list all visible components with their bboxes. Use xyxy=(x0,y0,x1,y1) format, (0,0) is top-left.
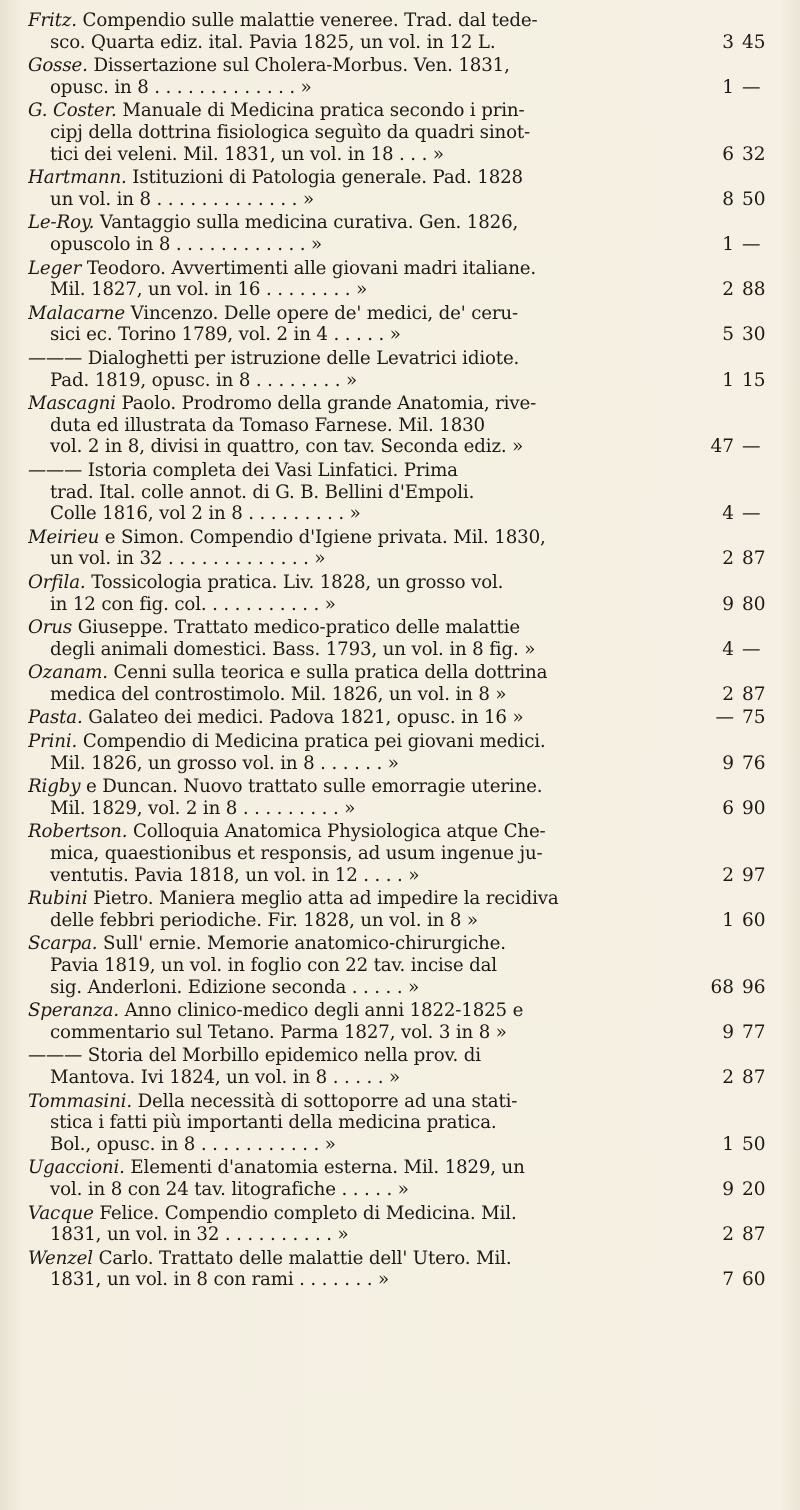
price-lire: 9 xyxy=(722,1179,734,1201)
entry-price xyxy=(688,548,798,570)
entry-text: 1831, un vol. in 8 con rami . . . . . . . » xyxy=(50,1269,389,1291)
price-centesimi: 60 xyxy=(742,909,766,931)
entry-text: Anno clinico-medico degli anni 1822-1825 e xyxy=(124,1000,524,1022)
price-lire: 2 xyxy=(722,864,734,886)
entry-text: Vantaggio sulla medicina curativa. Gen. 1826, xyxy=(99,212,519,234)
catalogue-entry xyxy=(28,707,798,729)
catalogue-entry xyxy=(28,1203,798,1246)
entry-first-line xyxy=(28,167,663,189)
entry-text: Colloquia Anatomica Physiologica atque Che- xyxy=(132,821,546,843)
entry-continuation-line xyxy=(28,955,663,977)
entry-first-line xyxy=(28,1157,663,1179)
entry-continuation-line xyxy=(28,77,663,99)
entry-continuation-line xyxy=(28,144,663,166)
entry-text: Compendio di Medicina pratica pei giovani medici. xyxy=(82,730,546,752)
entry-price xyxy=(688,910,798,932)
entry-first-line xyxy=(28,55,663,77)
price-centesimi: 90 xyxy=(742,797,766,819)
entry-author: Pasta. xyxy=(28,707,83,729)
entry-continuation-line xyxy=(28,279,663,301)
entry-text: stica i fatti più importanti della medicina pratica. xyxy=(50,1112,497,1134)
entry-text: Tossicologia pratica. Liv. 1828, un grosso vol. xyxy=(91,571,504,593)
entry-price xyxy=(688,1134,798,1156)
price-centesimi: 60 xyxy=(742,1269,766,1291)
entry-author: Le-Roy. xyxy=(28,212,95,234)
entry-author: Orus xyxy=(28,617,73,639)
catalogue-entry xyxy=(28,933,798,998)
entry-price xyxy=(688,639,798,661)
entry-continuation-line xyxy=(28,482,663,504)
entry-first-line xyxy=(28,888,663,910)
entry-author: Rigby xyxy=(28,776,81,798)
entry-text: Bol., opusc. in 8 . . . . . . . . . . . » xyxy=(50,1133,336,1155)
entry-author: ——— xyxy=(28,347,83,369)
entry-text: sco. Quarta ediz. ital. Pavia 1825, un vol. in 12 L. xyxy=(50,31,496,53)
catalogue-entry xyxy=(28,460,798,525)
entry-text: 1831, un vol. in 32 . . . . . . . . . . » xyxy=(50,1224,349,1246)
entry-author: Ugaccioni. xyxy=(28,1157,125,1179)
entry-author: Robertson. xyxy=(28,821,128,843)
entry-text: commentario sul Tetano. Parma 1827, vol. 3 in 8 » xyxy=(50,1021,507,1043)
entry-text: Vincenzo. Delle opere de' medici, de' ceru- xyxy=(130,302,518,324)
entry-author: Rubini xyxy=(28,888,88,910)
catalogue-entry xyxy=(28,821,798,886)
price-lire: 2 xyxy=(722,683,734,705)
entry-text: Elementi d'anatomia esterna. Mil. 1829, un xyxy=(130,1157,525,1179)
price-centesimi: 75 xyxy=(742,707,766,729)
entry-first-line xyxy=(28,821,663,843)
catalogue-entry xyxy=(28,731,798,774)
entry-text: e Simon. Compendio d'Igiene privata. Mil. 1830, xyxy=(104,526,546,548)
entry-continuation-line xyxy=(28,1067,663,1089)
entry-text: Dialoghetti per istruzione delle Levatrici idiote. xyxy=(87,347,520,369)
entry-continuation-line xyxy=(28,415,663,437)
entry-continuation-line xyxy=(28,1134,663,1156)
entry-first-line xyxy=(28,1248,663,1270)
entry-text: Cenni sulla teorica e sulla pratica della dottrina xyxy=(113,662,548,684)
entry-continuation-line xyxy=(28,1112,663,1134)
price-centesimi: — xyxy=(742,234,761,256)
entry-first-line xyxy=(28,572,663,594)
entry-text: Galateo dei medici. Padova 1821, opusc. in 16 » xyxy=(88,707,524,729)
entry-price xyxy=(688,144,798,166)
price-lire: 1 xyxy=(722,234,734,256)
price-lire: 1 xyxy=(722,909,734,931)
entry-text: tici dei veleni. Mil. 1831, un vol. in 18 . . . » xyxy=(50,143,444,165)
entry-continuation-line xyxy=(28,189,663,211)
catalogue-entry xyxy=(28,212,798,255)
entry-first-line xyxy=(28,303,663,325)
entry-text: Mantova. Ivi 1824, un vol. in 8 . . . . . » xyxy=(50,1067,400,1089)
entry-text: e Duncan. Nuovo trattato sulle emorragie uterine. xyxy=(85,776,543,798)
price-centesimi: — xyxy=(742,436,761,458)
price-centesimi: 88 xyxy=(742,279,766,301)
price-centesimi: — xyxy=(742,503,761,525)
price-lire: 2 xyxy=(722,1067,734,1089)
entry-text: sici ec. Torino 1789, vol. 2 in 4 . . . . . » xyxy=(50,324,401,346)
entry-author: Speranza. xyxy=(28,1000,119,1022)
price-lire: 1 xyxy=(722,369,734,391)
entry-price xyxy=(688,324,798,346)
price-lire: 5 xyxy=(722,324,734,346)
entry-author: Orfila. xyxy=(28,571,86,593)
entry-continuation-line xyxy=(28,1269,663,1291)
entry-price xyxy=(688,684,798,706)
book-price-list xyxy=(28,10,798,1293)
price-lire: 68 xyxy=(710,976,734,998)
entry-text: Pavia 1819, un vol. in foglio con 22 tav. incise dal xyxy=(50,955,497,977)
entry-text: medica del controstimolo. Mil. 1826, un vol. in 8 » xyxy=(50,683,507,705)
entry-text: sig. Anderloni. Edizione seconda . . . . . » xyxy=(50,976,420,998)
entry-price xyxy=(688,798,798,820)
entry-first-line xyxy=(28,776,663,798)
entry-price xyxy=(688,234,798,256)
entry-continuation-line xyxy=(28,977,663,999)
price-centesimi: 32 xyxy=(742,143,766,165)
entry-first-line xyxy=(28,100,663,122)
catalogue-entry xyxy=(28,1045,798,1088)
entry-text: un vol. in 32 . . . . . . . . . . . . . » xyxy=(50,548,326,570)
entry-author: Mascagni xyxy=(28,393,116,415)
entry-author: Prini. xyxy=(28,730,78,752)
entry-text: opuscolo in 8 . . . . . . . . . . . . » xyxy=(50,234,323,256)
price-lire: 1 xyxy=(722,1133,734,1155)
entry-price xyxy=(688,594,798,616)
entry-price xyxy=(688,1224,798,1246)
entry-author: Scarpa. xyxy=(28,933,98,955)
entry-text: trad. Ital. colle annot. di G. B. Bellini d'Empoli. xyxy=(50,481,475,503)
entry-author: Gosse. xyxy=(28,55,88,77)
price-centesimi: 15 xyxy=(742,369,766,391)
entry-first-line xyxy=(28,393,663,415)
price-centesimi: 87 xyxy=(742,1067,766,1089)
price-lire: 47 xyxy=(710,436,734,458)
entry-text: Dissertazione sul Cholera-Morbus. Ven. 1831, xyxy=(93,55,510,77)
entry-text: Manuale di Medicina pratica secondo i prin- xyxy=(122,100,525,122)
entry-text: Della necessità di sottoporre ad una stati- xyxy=(137,1090,518,1112)
entry-text: Compendio sulle malattie veneree. Trad. dal tede- xyxy=(82,10,538,31)
catalogue-entry xyxy=(28,167,798,210)
entry-author: Meirieu xyxy=(28,526,100,548)
entry-continuation-line xyxy=(28,865,663,887)
catalogue-entry xyxy=(28,1157,798,1200)
entry-text: Storia del Morbillo epidemico nella prov. di xyxy=(87,1045,481,1067)
entry-continuation-line xyxy=(28,324,663,346)
catalogue-entry xyxy=(28,776,798,819)
price-centesimi: 50 xyxy=(742,1133,766,1155)
price-lire: 6 xyxy=(722,797,734,819)
catalogue-entry xyxy=(28,1248,798,1291)
price-centesimi: 20 xyxy=(742,1179,766,1201)
entry-price xyxy=(688,1269,798,1291)
entry-text: cipj della dottrina fisiologica seguìto da quadri sinot- xyxy=(50,122,531,144)
price-lire: 9 xyxy=(722,752,734,774)
price-centesimi: 30 xyxy=(742,324,766,346)
entry-author: Hartmann. xyxy=(28,167,127,189)
entry-continuation-line xyxy=(28,1224,663,1246)
entry-author: Ozanam. xyxy=(28,662,108,684)
entry-first-line xyxy=(28,662,663,684)
price-centesimi: 50 xyxy=(742,188,766,210)
entry-continuation-line xyxy=(28,910,663,932)
catalogue-entry xyxy=(28,1091,798,1156)
entry-author: ——— xyxy=(28,1045,83,1067)
price-centesimi: 87 xyxy=(742,1224,766,1246)
price-centesimi: 77 xyxy=(742,1021,766,1043)
entry-text: delle febbri periodiche. Fir. 1828, un vol. in 8 » xyxy=(50,909,478,931)
entry-author: Tommasini. xyxy=(28,1090,132,1112)
entry-continuation-line xyxy=(28,370,663,392)
entry-author: Vacque xyxy=(28,1202,94,1224)
price-centesimi: 87 xyxy=(742,548,766,570)
entry-text: in 12 con fig. col. . . . . . . . . . . » xyxy=(50,593,336,615)
price-lire: 2 xyxy=(722,279,734,301)
entry-first-line xyxy=(28,731,663,753)
catalogue-entry xyxy=(28,527,798,570)
entry-price xyxy=(688,1067,798,1089)
price-centesimi: 76 xyxy=(742,752,766,774)
price-lire: 9 xyxy=(722,1021,734,1043)
entry-price xyxy=(688,1179,798,1201)
entry-text: vol. 2 in 8, divisi in quattro, con tav. Seconda ediz. » xyxy=(50,436,524,458)
entry-first-line xyxy=(28,212,663,234)
entry-continuation-line xyxy=(28,234,663,256)
entry-price xyxy=(688,436,798,458)
entry-author: Fritz. xyxy=(28,10,77,31)
price-lire: 3 xyxy=(722,31,734,53)
entry-first-line xyxy=(28,617,663,639)
price-lire: 4 xyxy=(722,503,734,525)
entry-author: Leger xyxy=(28,257,82,279)
entry-text: un vol. in 8 . . . . . . . . . . . . . » xyxy=(50,188,314,210)
entry-text: Paolo. Prodromo della grande Anatomia, rive- xyxy=(121,393,537,415)
entry-continuation-line xyxy=(28,798,663,820)
price-lire: — xyxy=(715,707,734,729)
entry-price xyxy=(688,370,798,392)
entry-continuation-line xyxy=(28,436,663,458)
entry-text: Felice. Compendio completo di Medicina. Mil. xyxy=(99,1202,517,1224)
entry-price xyxy=(688,77,798,99)
price-centesimi: 87 xyxy=(742,683,766,705)
entry-text: mica, quaestionibus et responsis, ad usum ingenue ju- xyxy=(50,842,543,864)
entry-text: Colle 1816, vol 2 in 8 . . . . . . . . . » xyxy=(50,503,361,525)
entry-continuation-line xyxy=(28,32,663,54)
entry-price xyxy=(688,707,798,729)
price-centesimi: 45 xyxy=(742,31,766,53)
entry-price xyxy=(688,753,798,775)
entry-price xyxy=(688,279,798,301)
entry-text: Teodoro. Avvertimenti alle giovani madri italiane. xyxy=(86,257,537,279)
entry-text: Mil. 1827, un vol. in 16 . . . . . . . . » xyxy=(50,279,368,301)
entry-first-line xyxy=(28,1203,663,1225)
catalogue-entry xyxy=(28,348,798,391)
price-lire: 2 xyxy=(722,548,734,570)
catalogue-entry xyxy=(28,100,798,165)
entry-text: opusc. in 8 . . . . . . . . . . . . . » xyxy=(50,76,312,98)
price-centesimi: 96 xyxy=(742,976,766,998)
entry-text: Mil. 1826, un grosso vol. in 8 . . . . . . » xyxy=(50,752,399,774)
entry-continuation-line xyxy=(28,1179,663,1201)
price-lire: 2 xyxy=(722,1224,734,1246)
price-lire: 7 xyxy=(722,1269,734,1291)
entry-continuation-line xyxy=(28,122,663,144)
entry-price xyxy=(688,865,798,887)
entry-author: G. Coster. xyxy=(28,100,117,122)
entry-text: duta ed illustrata da Tomaso Farnese. Mil. 1830 xyxy=(50,414,485,436)
entry-continuation-line xyxy=(28,548,663,570)
entry-first-line xyxy=(28,1045,663,1067)
price-centesimi: — xyxy=(742,76,761,98)
entry-text: Pietro. Maniera meglio atta ad impedire la recidiva xyxy=(93,888,559,910)
entry-text: degli animali domestici. Bass. 1793, un vol. in 8 fig. » xyxy=(50,638,536,660)
price-lire: 4 xyxy=(722,638,734,660)
entry-continuation-line xyxy=(28,843,663,865)
entry-first-line xyxy=(28,10,663,32)
entry-price xyxy=(688,1022,798,1044)
price-lire: 9 xyxy=(722,593,734,615)
price-lire: 1 xyxy=(722,76,734,98)
price-centesimi: 97 xyxy=(742,864,766,886)
entry-text: Istituzioni di Patologia generale. Pad. 1828 xyxy=(132,167,523,189)
entry-text: Sull' ernie. Memorie anatomico-chirurgiche. xyxy=(103,933,506,955)
entry-text: ventutis. Pavia 1818, un vol. in 12 . . . . » xyxy=(50,864,420,886)
catalogue-entry xyxy=(28,1000,798,1043)
entry-text: Carlo. Trattato delle malattie dell' Utero. Mil. xyxy=(98,1247,512,1269)
catalogue-entry xyxy=(28,888,798,931)
entry-first-line xyxy=(28,258,663,280)
entry-text: Mil. 1829, vol. 2 in 8 . . . . . . . . . » xyxy=(50,797,356,819)
entry-continuation-line xyxy=(28,503,663,525)
entry-price xyxy=(688,189,798,211)
entry-first-line xyxy=(28,1000,663,1022)
entry-author: Wenzel xyxy=(28,1247,93,1269)
catalogue-entry xyxy=(28,393,798,458)
catalogue-entry xyxy=(28,617,798,660)
price-centesimi: 80 xyxy=(742,593,766,615)
entry-first-line xyxy=(28,460,663,482)
entry-continuation-line xyxy=(28,639,663,661)
entry-first-line xyxy=(28,348,663,370)
catalogue-entry xyxy=(28,662,798,705)
entry-price xyxy=(688,503,798,525)
entry-first-line xyxy=(28,707,663,729)
entry-continuation-line xyxy=(28,594,663,616)
entry-continuation-line xyxy=(28,753,663,775)
catalogue-entry xyxy=(28,303,798,346)
entry-price xyxy=(688,32,798,54)
entry-first-line xyxy=(28,527,663,549)
entry-text: Pad. 1819, opusc. in 8 . . . . . . . . » xyxy=(50,369,357,391)
entry-first-line xyxy=(28,1091,663,1113)
catalogue-entry xyxy=(28,572,798,615)
entry-continuation-line xyxy=(28,684,663,706)
price-centesimi: — xyxy=(742,638,761,660)
entry-continuation-line xyxy=(28,1022,663,1044)
entry-price xyxy=(688,977,798,999)
entry-text: Giuseppe. Trattato medico-pratico delle malattie xyxy=(77,617,520,639)
catalogue-entry xyxy=(28,258,798,301)
price-lire: 6 xyxy=(722,143,734,165)
price-lire: 8 xyxy=(722,188,734,210)
entry-first-line xyxy=(28,933,663,955)
catalogue-entry xyxy=(28,10,798,53)
entry-text: Istoria completa dei Vasi Linfatici. Prima xyxy=(87,459,458,481)
entry-author: Malacarne xyxy=(28,302,125,324)
catalogue-entry xyxy=(28,55,798,98)
entry-author: ——— xyxy=(28,459,83,481)
entry-text: vol. in 8 con 24 tav. litografiche . . . . . » xyxy=(50,1179,409,1201)
